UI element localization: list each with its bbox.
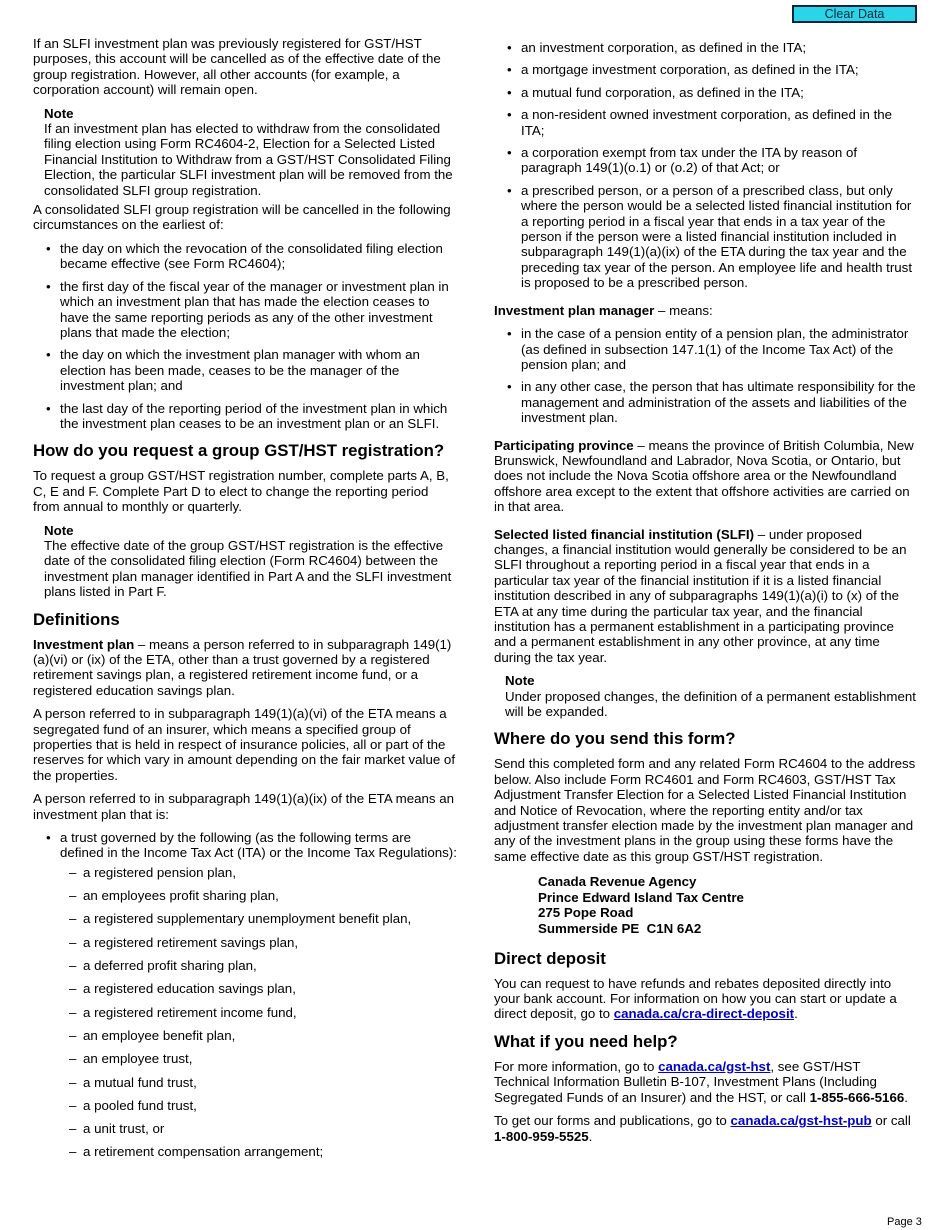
list-item: • in any other case, the person that has ultimate responsibility for the management and administration of the assets and liabilities of the investment plan.: [494, 379, 919, 425]
investment-plan-manager-definition: [494, 303, 919, 318]
term: Investment plan manager: [494, 302, 655, 318]
clear-data-button[interactable]: Clear Data: [792, 5, 917, 23]
list-item: – a mutual fund trust,: [60, 1075, 458, 1090]
list-item: • the last day of the reporting period of the investment plan in which the investment plan ceases to be an investment plan or an SLFI.: [33, 401, 458, 432]
forms-text: To get our forms and publications, go to: [494, 1113, 731, 1129]
note-effective-date: [44, 523, 458, 600]
term: Participating province: [494, 437, 634, 453]
list-item: • a prescribed person, or a person of a prescribed class, but only where the person would be a selected listed financial institution for a reporting period in a fiscal year that ends in a tax year of the person if the person were a listed financial institution included in subparagraph 149(1)(a)(ix) of the ETA during the tax year and the preceding tax year of the person. An employee life and health trust is proposed to be a prescribed person.: [494, 183, 919, 291]
heading-send: Where do you send this form?: [494, 729, 736, 749]
forms-text: or call: [871, 1113, 911, 1129]
deposit-end: .: [794, 1006, 798, 1022]
forms-end: .: [588, 1128, 593, 1144]
right-column: [494, 40, 919, 1152]
slfi-definition: [494, 527, 919, 666]
paragraph-ix: A person referred to in subparagraph 149(1)(a)(ix) of the ETA means an investment plan that is:: [33, 791, 455, 822]
list-item: – a registered supplementary unemployment benefit plan,: [60, 911, 458, 926]
cancel-intro: A consolidated SLFI group registration will be cancelled in the following circumstances on the earliest of:: [33, 202, 451, 233]
note-withdraw: [44, 106, 458, 198]
gst-hst-pub-link[interactable]: canada.ca/gst-hst-pub: [730, 1113, 872, 1129]
manager-list: [494, 326, 919, 425]
participating-province-definition: [494, 438, 919, 515]
heading-request: How do you request a group GST/HST registration?: [33, 441, 445, 461]
list-item: • the day on which the revocation of the consolidated filing election became effective (see Form RC4604);: [33, 241, 458, 272]
deposit-text: You can request to have refunds and rebates deposited directly into your bank account. For information on how you can start or update a direct deposit, go to: [494, 975, 897, 1022]
definition-text: – under proposed changes, a financial institution would generally be considered to be an SLFI throughout a reporting period in a fiscal year that ends in a particular tax year of the financial institution if it is a listed financial institution described in any of subparagraphs 149(1)(a)(i) to (x) of the ETA at any time during the particular tax year, and the financial institution has a permanent establishment in a participating province and a permanent establishment in any other province, at any time during the tax year.: [494, 526, 907, 665]
address-line: Summerside PE C1N 6A2: [538, 921, 702, 937]
list-item: [33, 830, 458, 1160]
forms-phone: 1-800-959-5525: [494, 1128, 589, 1144]
help-end: .: [904, 1089, 908, 1105]
trust-sublist: [60, 865, 458, 1160]
list-item: • the first day of the fiscal year of the manager or investment plan in which an investment plan that has made the election ceases to have the same reporting periods as any of the other investment plans that made the election;: [33, 279, 458, 341]
cancel-list: [33, 241, 458, 431]
list-item: – an employee benefit plan,: [60, 1028, 458, 1043]
definition-text: – means:: [654, 302, 713, 318]
note-text: Under proposed changes, the definition of a permanent establishment will be expanded.: [505, 688, 916, 720]
address-line: Canada Revenue Agency: [538, 874, 697, 890]
list-item: – a registered retirement savings plan,: [60, 935, 458, 950]
term: Investment plan: [33, 636, 135, 652]
note-title: Note: [505, 673, 535, 689]
list-item: – a retirement compensation arrangement;: [60, 1144, 458, 1159]
list-item: – a deferred profit sharing plan,: [60, 958, 458, 973]
list-item: • the day on which the investment plan manager with whom an election has been made, ceases to be the manager of the investment plan; and: [33, 347, 458, 393]
list-item: – an employees profit sharing plan,: [60, 888, 458, 903]
list-item: – a registered retirement income fund,: [60, 1005, 458, 1020]
list-item: • a mortgage investment corporation, as defined in the ITA;: [494, 62, 919, 77]
note-text: If an investment plan has elected to withdraw from the consolidated filing election using Form RC4604-2, Election for a Selected Listed Financial Institution to Withdraw from a GST/HST Consolidated Filing Election, the particular SLFI investment plan will be removed from the consolidated SLFI group registration.: [44, 121, 453, 198]
list-item: – an employee trust,: [60, 1051, 458, 1066]
request-paragraph: To request a group GST/HST registration number, complete parts A, B, C, E and F. Complete Part D to elect to change the reporting period from annual to monthly or quarterly.: [33, 468, 449, 515]
list-item: – a registered pension plan,: [60, 865, 458, 880]
list-item: – a unit trust, or: [60, 1121, 458, 1136]
note-permanent-establishment: [505, 673, 919, 719]
address-line: Prince Edward Island Tax Centre: [538, 889, 744, 905]
list-item: • a mutual fund corporation, as defined in the ITA;: [494, 85, 919, 100]
deposit-paragraph: [494, 976, 919, 1022]
address-line: 275 Pope Road: [538, 905, 634, 921]
gst-hst-link[interactable]: canada.ca/gst-hst: [658, 1058, 771, 1074]
trust-intro: a trust governed by the following (as the following terms are defined in the Income Tax Act (ITA) or the Income Tax Regulations):: [60, 830, 457, 861]
definition-text: – means the province of British Columbia, New Brunswick, Newfoundland and Labrador, Nova Scotia, or Ontario, but does not include the Nova Scotia offshore area or the Newfoundland offshore area except to the extent that offshore activities are carried on in that area.: [494, 437, 914, 515]
list-item: – a registered education savings plan,: [60, 981, 458, 996]
trust-list: [33, 830, 458, 1160]
list-item: • a corporation exempt from tax under the ITA by reason of paragraph 149(1)(o.1) or (o.2) of that Act; or: [494, 145, 919, 176]
list-item: • a non-resident owned investment corporation, as defined in the ITA;: [494, 107, 919, 138]
send-paragraph: Send this completed form and any related Form RC4604 to the address below. Also include Form RC4601 and Form RC4603, GST/HST Tax Adjustment Transfer Election for a Selected Listed Financial Institution and Notice of Revocation, where the reporting entity and/or tax adjustment transfer election made by the investment plan manager and any of the investment plans in the group using these forms have the same effective date as this group GST/HST registration.: [494, 756, 916, 864]
list-item: – a pooled fund trust,: [60, 1098, 458, 1113]
corporation-list: [494, 40, 919, 291]
help-text: For more information, go to: [494, 1058, 659, 1074]
direct-deposit-link[interactable]: canada.ca/cra-direct-deposit: [613, 1006, 795, 1022]
list-item: • in the case of a pension entity of a pension plan, the administrator (as defined in subsection 147.1(1) of the Income Tax Act) of the pension plan; and: [494, 326, 919, 372]
note-text: The effective date of the group GST/HST registration is the effective date of the consolidated filing election (Form RC4604) between the investment plan manager identified in Part A and the SLFI investment plans listed in Part F.: [44, 537, 452, 600]
note-title: Note: [44, 522, 74, 538]
help-paragraph: [494, 1059, 919, 1105]
page-number: Page 3: [887, 1216, 922, 1228]
heading-help: What if you need help?: [494, 1031, 678, 1051]
paragraph-vi: A person referred to in subparagraph 149(1)(a)(vi) of the ETA means a segregated fund of an insurer, which means a specified group of properties that is held in respect of insurance policies, all or part of the reserves for which vary in amount depending on the fair market value of the properties.: [33, 706, 456, 783]
intro-paragraph: If an SLFI investment plan was previously registered for GST/HST purposes, this account will be cancelled as of the effective date of the group registration. However, all other accounts (for example, a corporation account) will remain open.: [33, 36, 441, 98]
help-text: , see GST/HST Technical Information Bulletin B-107, Investment Plans (Including Segregated Funds of an Insurer) and the HST, or call: [494, 1058, 877, 1105]
definition-text: – means a person referred to in subparagraph 149(1)(a)(vi) or (ix) of the ETA, other than a trust governed by a registered retirement savings plan, a registered retirement income fund, or a registered education savings plan.: [33, 636, 452, 698]
heading-direct-deposit: Direct deposit: [494, 948, 606, 968]
help-phone: 1-855-666-5166: [809, 1089, 905, 1105]
heading-definitions: Definitions: [33, 609, 120, 629]
term: Selected listed financial institution (SLFI): [494, 526, 755, 542]
forms-paragraph: [494, 1113, 919, 1144]
mailing-address: [538, 874, 919, 936]
note-title: Note: [44, 105, 74, 121]
list-item: • an investment corporation, as defined in the ITA;: [494, 40, 919, 55]
left-column: [33, 36, 458, 1168]
investment-plan-definition: [33, 637, 458, 699]
